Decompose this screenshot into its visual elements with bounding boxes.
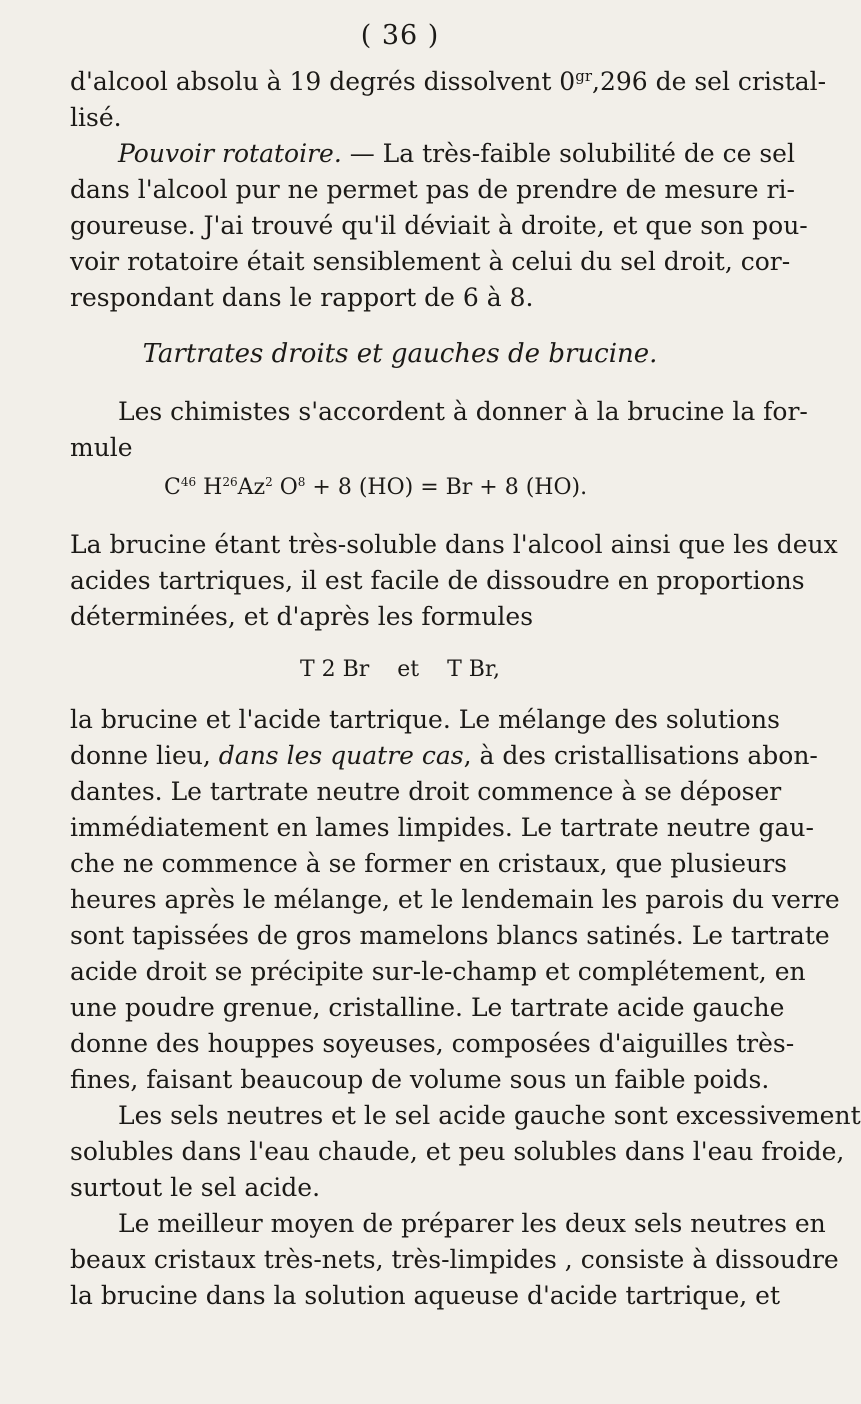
text-line: dantes. Le tartrate neutre droit commence à se déposer	[70, 777, 782, 806]
text-line: sont tapissées de gros mamelons blancs satinés. Le tartrate	[70, 921, 830, 950]
text-line: che ne commence à se former en cristaux, que plusieurs	[70, 849, 787, 878]
text-line: voir rotatoire était sensiblement à celui du sel droit, cor-	[70, 247, 791, 276]
text-line: Pouvoir rotatoire. — La très-faible solubilité de ce sel	[118, 139, 795, 168]
text-line: fines, faisant beaucoup de volume sous un faible poids.	[70, 1065, 770, 1094]
text-line: heures après le mélange, et le lendemain les parois du verre	[70, 885, 840, 914]
text-line: acides tartriques, il est facile de dissoudre en proportions	[70, 566, 805, 595]
text-line: La brucine étant très-soluble dans l'alcool ainsi que les deux	[70, 530, 838, 559]
text-line: solubles dans l'eau chaude, et peu solubles dans l'eau froide,	[70, 1137, 845, 1166]
text-line: beaux cristaux très-nets, très-limpides , consiste à dissoudre	[70, 1245, 839, 1274]
text-line: acide droit se précipite sur-le-champ et complétement, en	[70, 957, 806, 986]
text-line: donne des houppes soyeuses, composées d'aiguilles très-	[70, 1029, 795, 1058]
text-line: d'alcool absolu à 19 degrés dissolvent $0^{gr},296$ de sel cristal-	[70, 67, 827, 96]
text-line: Les chimistes s'accordent à donner à la brucine la for-	[118, 397, 808, 426]
text-line: Les sels neutres et le sel acide gauche sont excessivement	[118, 1101, 861, 1130]
section-heading: Tartrates droits et gauches de brucine.	[142, 339, 658, 369]
text-line: goureuse. J'ai trouvé qu'il déviait à droite, et que son pou-	[70, 211, 808, 240]
text-line: déterminées, et d'après les formules	[70, 602, 534, 631]
text-line: immédiatement en lames limpides. Le tartrate neutre gau-	[70, 813, 814, 842]
text-line: une poudre grenue, cristalline. Le tartrate acide gauche	[70, 993, 785, 1022]
page-number: ( 36 )	[360, 20, 440, 51]
formula-line: T 2 Br et T Br,	[299, 657, 501, 682]
text-line: donne lieu, dans les quatre cas, à des cristallisations abon-	[70, 741, 818, 770]
text-line: mule	[70, 433, 133, 462]
chemical-formula: $C^{46}$ $H^{26}Az^2$ $O^8 + 8$ (HO) = Br + 8 (HO).	[164, 475, 588, 500]
text-line: la brucine et l'acide tartrique. Le mélange des solutions	[70, 705, 780, 734]
text-line: lisé.	[70, 103, 122, 132]
text-line: la brucine dans la solution aqueuse d'acide tartrique, et	[70, 1281, 781, 1310]
text-line: surtout le sel acide.	[70, 1173, 321, 1202]
text-line: Le meilleur moyen de préparer les deux sels neutres en	[118, 1209, 826, 1238]
text-line: dans l'alcool pur ne permet pas de prendre de mesure ri-	[70, 175, 795, 204]
text-line: respondant dans le rapport de 6 à 8.	[70, 283, 534, 312]
